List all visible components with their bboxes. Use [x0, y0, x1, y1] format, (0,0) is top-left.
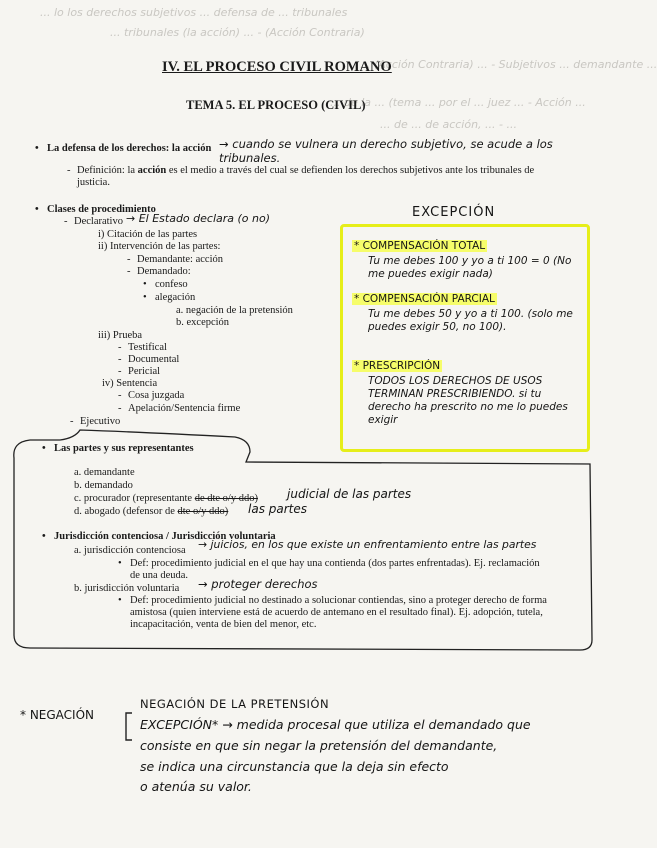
bottom-left-label: * NEGACIÓN	[20, 708, 95, 722]
cosa-juzgada: - Cosa juzgada	[128, 390, 184, 401]
ejecutivo: - Ejecutivo	[80, 416, 120, 427]
partes-d-note: las partes	[248, 502, 307, 516]
bottom-line-2: EXCEPCIÓN* → medida procesal que utiliza el demandado que	[140, 717, 531, 732]
ghost-line-2: ... tribunales (la acción) ... - (Acción Contraria)	[110, 26, 365, 39]
bottom-line-1: NEGACIÓN DE LA PRETENSIÓN	[140, 697, 330, 711]
declarativo-note: → El Estado declara (o no)	[126, 212, 271, 225]
jurisdiccion-b-def: • Def: procedimiento judicial no destinado a solucionar contiendas, sino a proteger derecho de forma amistosa (quien interviene está de acuerdo de antemano en el resultado final). Ej. adopción, tutela, incapacitación, venta de bien del menor, etc.	[130, 595, 550, 631]
compensacion-parcial-text: * COMPENSACIÓN PARCIAL	[354, 293, 495, 305]
jurisdiccion-label: • Jurisdicción contenciosa / Jurisdicción voluntaria	[54, 531, 276, 542]
partes-label: • Las partes y sus representantes	[54, 443, 194, 454]
partes-c-strike: de dte o/y ddo)	[194, 493, 258, 504]
testifical: - Testifical	[128, 342, 167, 353]
excepcion-box-title: EXCEPCIÓN	[412, 205, 496, 220]
demandante-accion: - Demandante: acción	[137, 254, 223, 265]
ghost-line-3: ... (Acción Contraria) ... - Subjetivos ... demandante ...	[360, 58, 657, 71]
partes-c-prefix: c. procurador (representante	[74, 493, 195, 504]
ghost-line-4: ... de la ... (tema ... por el ... juez ... - Acción ...	[330, 96, 586, 109]
chapter-title: IV. EL PROCESO CIVIL ROMANO	[162, 59, 392, 75]
partes-c-note: judicial de las partes	[287, 487, 412, 501]
tema-title: TEMA 5. EL PROCESO (CIVIL)	[186, 98, 366, 112]
bottom-line-5: o atenúa su valor.	[140, 779, 252, 794]
jurisdiccion-a-note: → juicios, en los que existe un enfrentamiento entre las partes	[198, 538, 537, 551]
bottom-line-4: se indica una circunstancia que la deja sin efecto	[140, 759, 449, 774]
definicion-bold: acción	[137, 165, 167, 176]
compensacion-total-text: * COMPENSACIÓN TOTAL	[354, 240, 486, 252]
alegacion: • alegación	[155, 292, 195, 303]
ghost-line-1: ... lo los derechos subjetivos ... defensa de ... tribunales	[40, 6, 348, 19]
prescripcion-body: TODOS LOS DERECHOS DE USOS TERMINAN PRESCRIBIENDO. si tu derecho ha prescrito no me lo puedes exigir	[368, 375, 568, 426]
defensa-label: • La defensa de los derechos: la acción	[47, 143, 211, 154]
partes-d-strike: dte o/y ddo)	[177, 506, 229, 517]
partes-d-prefix: d. abogado (defensor de	[74, 506, 178, 517]
defensa-hand-note: → cuando se vulnera un derecho subjetivo, se acude a los tribunales.	[219, 137, 553, 165]
jurisdiccion-a: a. jurisdicción contenciosa	[74, 545, 186, 556]
apelacion: - Apelación/Sentencia firme	[128, 403, 240, 414]
pericial: - Pericial	[128, 366, 160, 377]
demandado: - Demandado:	[137, 266, 191, 277]
excepcion: b. excepción	[176, 317, 230, 328]
sentencia: iv) Sentencia	[102, 378, 158, 389]
prueba: iii) Prueba	[98, 330, 143, 341]
intervencion: ii) Intervención de las partes:	[98, 241, 221, 252]
jurisdiccion-a-def: • Def: procedimiento judicial en el que hay una contienda (dos partes enfrentadas). Ej. reclamación de una deuda.	[130, 558, 550, 582]
partes-a: a. demandante	[74, 467, 135, 478]
citacion: i) Citación de las partes	[98, 229, 198, 240]
documental: - Documental	[128, 354, 179, 365]
compensacion-parcial-body: Tu me debes 50 y yo a ti 100. (solo me puedes exigir 50, no 100).	[368, 308, 573, 333]
ghost-line-5: ... de ... de acción, ... - ...	[380, 118, 517, 131]
definicion-rest: es el medio a través del cual se defienden los derechos subjetivos ante los tribunales de justicia.	[77, 165, 535, 188]
clases-label: • Clases de procedimiento	[47, 204, 156, 215]
compensacion-total-body: Tu me debes 100 y yo a ti 100 = 0 (No me puedes exigir nada)	[368, 255, 572, 280]
confeso: • confeso	[155, 279, 188, 290]
prescripcion-text: * PRESCRIPCIÓN	[354, 360, 441, 372]
negacion: a. negación de la pretensión	[176, 305, 293, 316]
jurisdiccion-b: b. jurisdicción voluntaria	[74, 583, 180, 594]
partes-b: b. demandado	[74, 480, 133, 491]
bottom-line-3: consiste en que sin negar la pretensión del demandante,	[140, 738, 498, 753]
definicion-prefix: Definición: la	[77, 165, 138, 176]
jurisdiccion-b-note: → proteger derechos	[198, 577, 318, 591]
declarativo: - Declarativo	[74, 216, 123, 227]
